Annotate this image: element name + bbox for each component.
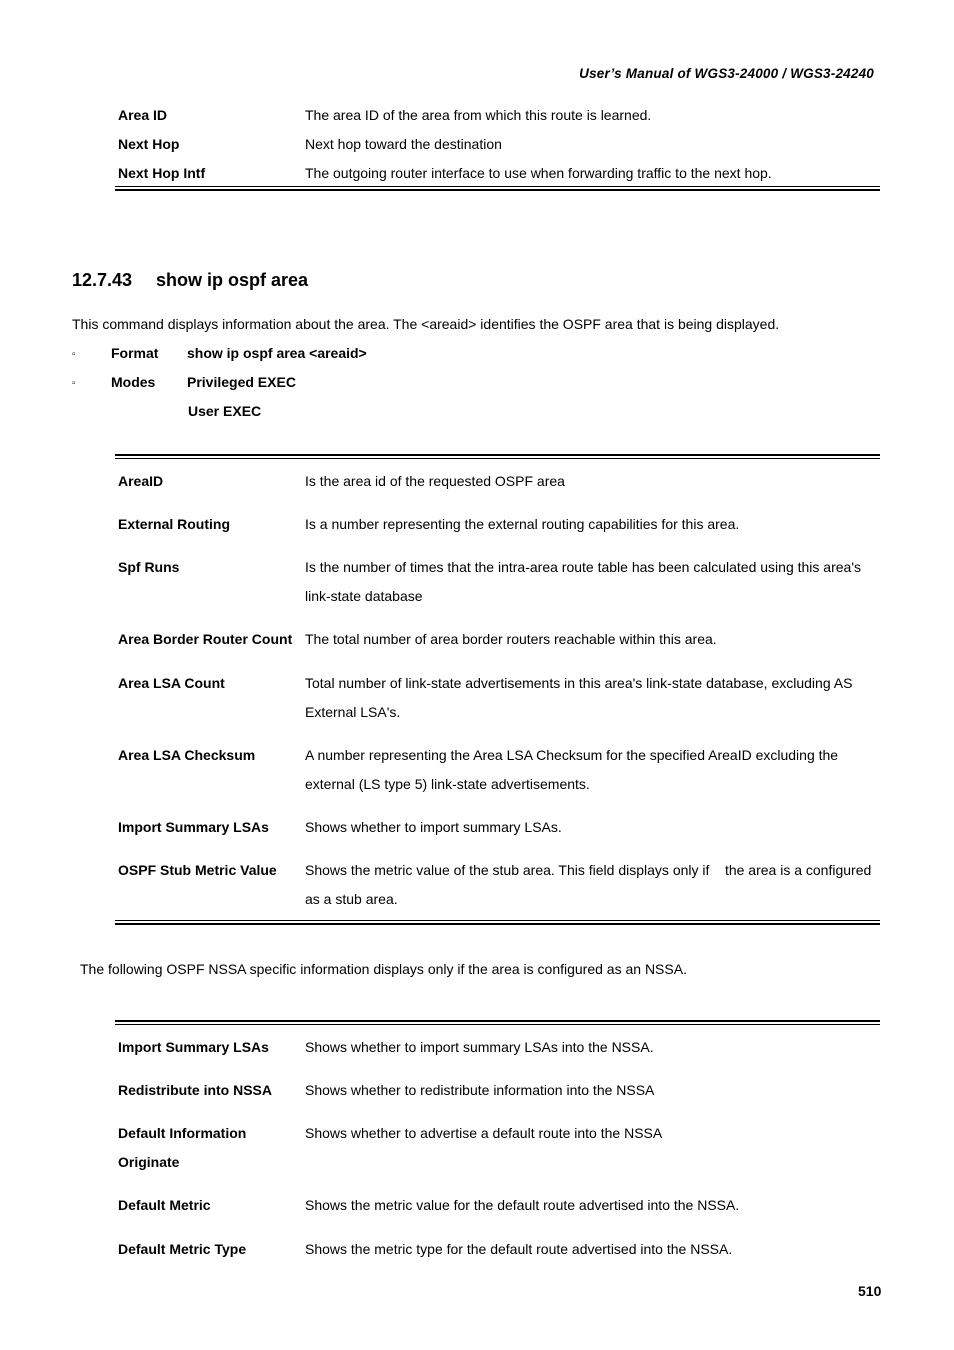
field-description: Shows whether to import summary LSAs into the NSSA. [305,1039,654,1055]
field-term: Import Summary LSAs [118,819,269,835]
nssa-note: The following OSPF NSSA specific information displays only if the area is configured as an NSSA. [80,961,687,977]
field-description: Is the area id of the requested OSPF area [305,473,565,489]
field-description: The outgoing router interface to use when forwarding traffic to the next hop. [305,165,772,181]
field-term: Default Metric [118,1197,211,1213]
field-description: Shows whether to advertise a default route into the NSSA [305,1125,663,1141]
format-value: show ip ospf area <areaid> [187,345,367,361]
field-description: Shows the metric type for the default route advertised into the NSSA. [305,1241,733,1257]
table-rule [115,189,880,191]
table-rule [115,186,880,187]
table-rule [115,920,880,921]
page-header: User’s Manual of WGS3-24000 / WGS3-24240 [579,66,874,81]
section-number: 12.7.43 [72,270,133,290]
modes-label: Modes [111,374,156,390]
field-description: A number representing the Area LSA Checksum for the specified AreaID excluding the external (LS type 5) link-state advertisements. [305,747,839,792]
page-number: 510 [858,1283,882,1299]
field-term-continued: Originate [118,1154,180,1170]
modes-value: User EXEC [188,403,262,419]
section-heading: show ip ospf area [156,270,309,290]
table-rule [115,923,880,925]
field-term: Area Border Router Count [118,631,293,647]
field-description: Shows the metric value for the default route advertised into the NSSA. [305,1197,740,1213]
field-term: Import Summary LSAs [118,1039,269,1055]
field-description: Next hop toward the destination [305,136,502,152]
bullet-icon: ▫ [72,349,76,360]
field-term: Spf Runs [118,559,180,575]
field-term: Next Hop [118,136,180,152]
table-rule [115,454,880,456]
section-title [72,270,308,291]
modes-value: Privileged EXEC [187,374,296,390]
bullet-icon: ▫ [72,378,76,389]
field-term: Default Metric Type [118,1241,247,1257]
field-term: Area LSA Count [118,675,225,691]
table-rule [115,1024,880,1025]
field-description: Is a number representing the external routing capabilities for this area. [305,516,740,532]
table-rule [115,458,880,459]
field-term: Area ID [118,107,168,123]
field-description: Total number of link-state advertisements in this area's link-state database, excluding AS External LSA's. [305,675,853,720]
field-term: Next Hop Intf [118,165,206,181]
field-description: The total number of area border routers reachable within this area. [305,631,717,647]
field-description: The area ID of the area from which this route is learned. [305,107,652,123]
field-description: Shows the metric value of the stub area. This field displays only if the area is a configured as a stub area. [305,862,876,907]
field-term: AreaID [118,473,164,489]
format-label: Format [111,345,159,361]
field-description: Is the number of times that the intra-area route table has been calculated using this area's link-state database [305,559,861,604]
table-rule [115,1020,880,1022]
field-description: Shows whether to import summary LSAs. [305,819,562,835]
section-intro: This command displays information about the area. The <areaid> identifies the OSPF area that is being displayed. [72,316,780,332]
field-term: External Routing [118,516,231,532]
field-description: Shows whether to redistribute information into the NSSA [305,1082,655,1098]
field-term: Default Information [118,1125,247,1141]
field-term: OSPF Stub Metric Value [118,862,277,878]
field-term: Area LSA Checksum [118,747,256,763]
field-term: Redistribute into NSSA [118,1082,273,1098]
